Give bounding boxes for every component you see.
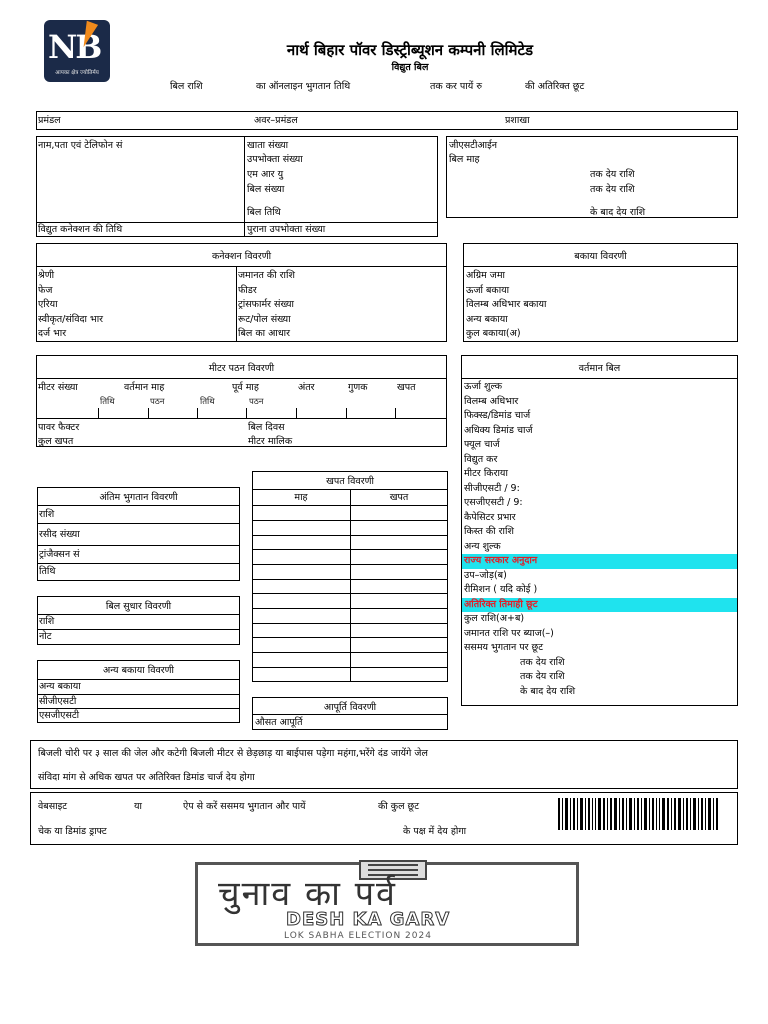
total-rebate-label: की कुल छूट: [378, 801, 419, 812]
barcode-icon: [558, 798, 718, 830]
fuel-charge-label: फ्यूल चार्ज: [464, 439, 500, 450]
security-interest-label: जमानत राशि पर ब्याज(–): [464, 627, 554, 639]
installment-amount-label: किस्त की राशि: [464, 526, 514, 537]
division-label: प्रमंडल: [38, 115, 61, 126]
capacitor-charge-label: कैपेसिटर प्रभार: [464, 511, 516, 523]
revision-amount-label: राशि: [37, 615, 240, 630]
advance-deposit-label: अग्रिम जमा: [466, 270, 505, 281]
other-charge-label: अन्य शुल्क: [464, 540, 501, 552]
energy-arrear-label: ऊर्जा बकाया: [466, 284, 510, 296]
header-online-date: का ऑनलाइन भुगतान तिथि: [256, 81, 351, 92]
meter-reading-title: मीटर पठन विवरणी: [208, 363, 275, 374]
meter-owner-label: मीटर मालिक: [248, 436, 293, 447]
section-label: प्रशाखा: [505, 115, 530, 126]
bill-no-label: बिल संख्या: [247, 184, 285, 195]
bill-revision-list: [37, 614, 240, 644]
mru-label: एम आर यु: [247, 169, 284, 180]
consumption-column-header: खपत: [389, 492, 409, 503]
late-surcharge-arrear-label: विलम्ब अधिभार बकाया: [466, 299, 547, 310]
payable-in-favour-label: के पक्ष में देय होगा: [403, 826, 467, 837]
current-bill-list: [462, 380, 737, 699]
sanctioned-load-label: स्वीकृत/संविदा भार: [38, 313, 104, 325]
election-hindi-text: चुनाव का पर्व: [218, 874, 397, 914]
total-consumption-label: कुल खपत: [38, 436, 74, 447]
month-column-header: माह: [294, 492, 308, 503]
current-date-sublabel: तिथि: [100, 397, 115, 407]
timely-payment-rebate-label: ससमय भुगतान पर छूट: [464, 642, 543, 653]
header-rebate: की अतिरिक्त छूट: [525, 81, 585, 92]
bill-date-label: बिल तिथि: [247, 207, 281, 218]
connection-right-list: [236, 269, 446, 342]
receipt-no-label: रसीद संख्या: [37, 524, 240, 546]
transformer-no-label: ट्रांसफार्मर संख्या: [238, 299, 294, 310]
bill-title: विद्युत बिल: [391, 62, 429, 73]
connected-load-label: दर्ज भार: [38, 328, 67, 339]
arrears-title: बकाया विवरणी: [574, 251, 627, 262]
excess-demand-charge-label: अधिक्य डिमांड चार्ज: [464, 424, 533, 436]
gstin-label: जीएसटीआईन: [449, 140, 498, 151]
account-no-label: खाता संख्या: [247, 140, 289, 151]
logo-monogram: NB: [48, 28, 101, 66]
meter-no-label: मीटर संख्या: [38, 382, 78, 393]
current-month-label: वर्तमान माह: [124, 382, 165, 393]
app-payment-label: ऐप से करें ससमय भुगतान और पायें: [183, 801, 306, 812]
category-label: श्रेणी: [38, 270, 55, 281]
quarterly-rebate-label: अतिरिक्त तिमाही छूट: [462, 598, 737, 613]
name-address-label: नाम,पता एवं टेलिफोन सं: [38, 140, 123, 151]
bill-month-label: बिल माह: [449, 154, 480, 165]
current-reading-sublabel: पठन: [150, 397, 165, 407]
current-bill-title: वर्तमान बिल: [578, 363, 621, 374]
after-due-label: के बाद देय राशि: [590, 207, 646, 218]
electricity-duty-label: विद्युत कर: [464, 453, 498, 465]
website-label: वेबसाइट: [38, 801, 68, 812]
arrears-list: [464, 269, 737, 342]
company-logo: [44, 20, 110, 82]
state-subsidy-label: राज्य सरकार अनुदान: [462, 554, 737, 569]
energy-charge-label: ऊर्जा शुल्क: [464, 381, 503, 392]
route-pole-label: रूट/पोल संख्या: [238, 313, 291, 325]
connection-details-title: कनेक्शन विवरणी: [211, 251, 272, 262]
election-english-text: DESH KA GARV: [286, 909, 451, 930]
consumer-no-label: उपभोक्ता संख्या: [247, 154, 303, 165]
other-cgst-label: सीजीएसटी: [37, 695, 240, 710]
supply-title: आपूर्ति विवरणी: [323, 702, 377, 713]
due-amount-label: तक देय राशि: [590, 169, 635, 180]
sgst-label: एसजीएसटी / 9:: [464, 497, 523, 508]
bill-basis-label: बिल का आधार: [238, 328, 291, 339]
previous-reading-sublabel: पठन: [249, 397, 264, 407]
meter-rent-label: मीटर किराया: [464, 468, 508, 479]
consumption-label: खपत: [397, 382, 416, 393]
other-arrears-title: अन्य बकाया विवरणी: [102, 665, 174, 676]
demand-charge-notice-text: संविदा मांग से अधिक खपत पर अतिरिक्त डिमांड चार्ज देय होगा: [38, 772, 255, 783]
after-due-amount-label: के बाद देय राशि: [520, 685, 576, 697]
division-row: [36, 111, 738, 130]
payment-date-label: तिथि: [39, 566, 56, 577]
power-factor-label: पावर फैक्टर: [38, 422, 80, 433]
multiplier-label: गुणक: [348, 382, 368, 393]
subtotal-label: उप–जोड़(ब): [464, 569, 507, 581]
remission-label: रीमिशन ( यदि कोई ): [464, 584, 538, 595]
logo-tagline: आपका क्षेत्र ज्योतिर्मय: [55, 70, 99, 76]
subdivision-label: अवर–प्रमंडल: [254, 115, 298, 126]
previous-month-label: पूर्व माह: [232, 382, 259, 393]
connection-date-label: विद्युत कनेक्शन की तिथि: [38, 224, 123, 235]
bill-revision-title: बिल सुधार विवरणी: [105, 601, 172, 612]
last-payment-title: अंतिम भुगतान विवरणी: [99, 492, 178, 503]
late-surcharge-label: विलम्ब अधिभार: [464, 395, 519, 407]
phase-label: फेज: [38, 284, 53, 296]
other-arrear-amount-label: अन्य बकाया: [37, 680, 240, 695]
area-label: एरिया: [38, 299, 58, 310]
total-arrear-label: कुल बकाया(अ): [466, 328, 521, 339]
old-consumer-no-label: पुराना उपभोक्ता संख्या: [247, 224, 326, 235]
or-label: या: [134, 801, 142, 812]
due-by-label: तक देय राशि: [520, 656, 565, 668]
header-pay-by: तक कर पायें रु: [430, 81, 482, 92]
security-amount-label: जमानत की राशि: [238, 270, 295, 281]
total-amount-label: कुल राशि(अ+ब): [464, 613, 525, 624]
other-arrears-list: [37, 679, 240, 724]
due-amount-label-2: तक देय राशि: [590, 184, 635, 195]
connection-left-list: [36, 269, 236, 342]
average-supply-label: औसत आपूर्ति: [255, 717, 303, 728]
bill-days-label: बिल दिवस: [248, 422, 285, 433]
election-banner: [195, 862, 579, 946]
previous-date-sublabel: तिथि: [200, 397, 215, 407]
cheque-dd-label: चेक या डिमांड ड्राफ्ट: [38, 826, 107, 837]
other-arrear-label: अन्य बकाया: [466, 313, 508, 325]
fixed-demand-charge-label: फिक्स्ड/डिमांड चार्ज: [464, 410, 531, 421]
company-name: नार्थ बिहार पॉवर डिस्ट्रीब्यूशन कम्पनी लिमिटेड: [286, 41, 534, 59]
election-subtitle: LOK SABHA ELECTION 2024: [284, 931, 432, 941]
last-payment-list: [37, 505, 240, 579]
theft-warning-text: बिजली चोरी पर ३ साल की जेल और कटेगी बिजली मीटर से छेड़छाड़ या बाईपास पड़ेगा महंगा,भरेंगे दंड जायेंगे जेल: [38, 748, 428, 759]
difference-label: अंतर: [298, 382, 315, 393]
due-by-label-2: तक देय राशि: [520, 671, 565, 682]
consumption-history-title: खपत विवरणी: [326, 476, 374, 487]
payment-amount-label: राशि: [37, 506, 240, 524]
revision-note-label: नोट: [39, 630, 52, 642]
feeder-label: फीडर: [238, 284, 257, 296]
other-sgst-label: एसजीएसटी: [39, 710, 80, 721]
cgst-label: सीजीएसटी / 9:: [464, 482, 520, 494]
transaction-no-label: ट्रांजैक्सन सं: [37, 546, 240, 564]
header-bill-amount: बिल राशि: [170, 81, 203, 92]
